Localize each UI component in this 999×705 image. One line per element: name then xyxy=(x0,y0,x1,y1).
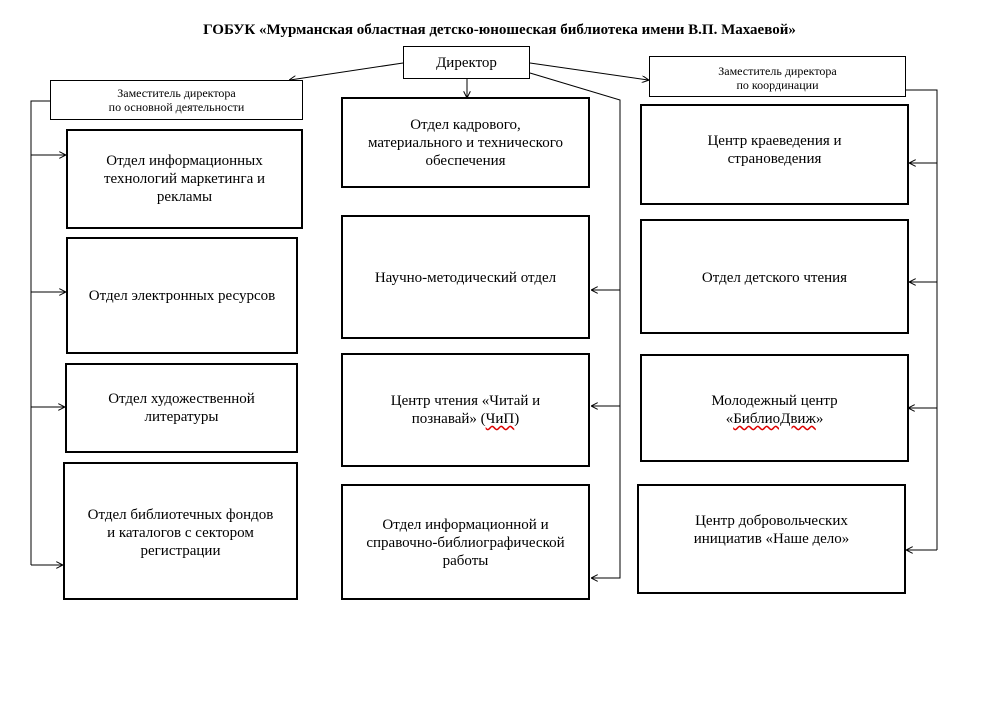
left-dept-4-label: Отдел библиотечных фондов и каталогов с сектором регистрации xyxy=(87,507,274,559)
right-dept-1 xyxy=(640,104,909,205)
center-dept-2 xyxy=(341,215,590,339)
director-label: Директор xyxy=(436,54,497,71)
right-dept-1-label: Центр краеведения и страноведения xyxy=(707,133,842,167)
center-dept-3-label: Центр чтения «Читай и познавай» (ЧиП) xyxy=(390,393,541,427)
chart-title: ГОБУК «Мурманская областная детско-юношеская библиотека имени В.П. Махаевой» xyxy=(203,22,796,38)
center-dept-1-label: Отдел кадрового, материального и технического обеспечения xyxy=(368,116,563,169)
left-dept-2 xyxy=(66,237,298,354)
right-dept-2-label: Отдел детского чтения xyxy=(701,270,848,286)
deputy-left-label: Заместитель директора по основной деятельности xyxy=(108,86,245,114)
right-dept-4-label: Центр добровольческих инициатив «Наше дело» xyxy=(693,513,850,547)
center-dept-2-label: Научно-методический отдел xyxy=(374,270,557,286)
left-dept-4 xyxy=(63,462,298,600)
right-dept-4 xyxy=(637,484,906,594)
deputy-right-label: Заместитель директора по координации xyxy=(718,64,837,92)
left-dept-2-label: Отдел электронных ресурсов xyxy=(88,287,276,304)
center-dept-1 xyxy=(341,97,590,188)
left-dept-3-label: Отдел художественной литературы xyxy=(108,391,255,425)
right-branch-line xyxy=(906,90,937,550)
director-to-left-deputy-line xyxy=(290,63,403,80)
right-dept-2 xyxy=(640,219,909,334)
left-dept-3 xyxy=(65,363,298,453)
deputy-left-box xyxy=(50,80,303,120)
center-dept-4-label: Отдел информационной и справочно-библиографической работы xyxy=(366,517,565,569)
center-dept-4 xyxy=(341,484,590,600)
right-dept-3-label: Молодежный центр «БиблиоДвиж» xyxy=(711,393,838,427)
left-branch-line xyxy=(31,101,50,565)
director-to-right-deputy-line xyxy=(530,63,648,80)
director-box xyxy=(403,46,530,79)
left-dept-1-label: Отдел информационных технологий маркетинга и рекламы xyxy=(103,153,266,205)
deputy-right-box xyxy=(649,56,906,97)
center-dept-3 xyxy=(341,353,590,467)
right-dept-3 xyxy=(640,354,909,462)
left-dept-1 xyxy=(66,129,303,229)
